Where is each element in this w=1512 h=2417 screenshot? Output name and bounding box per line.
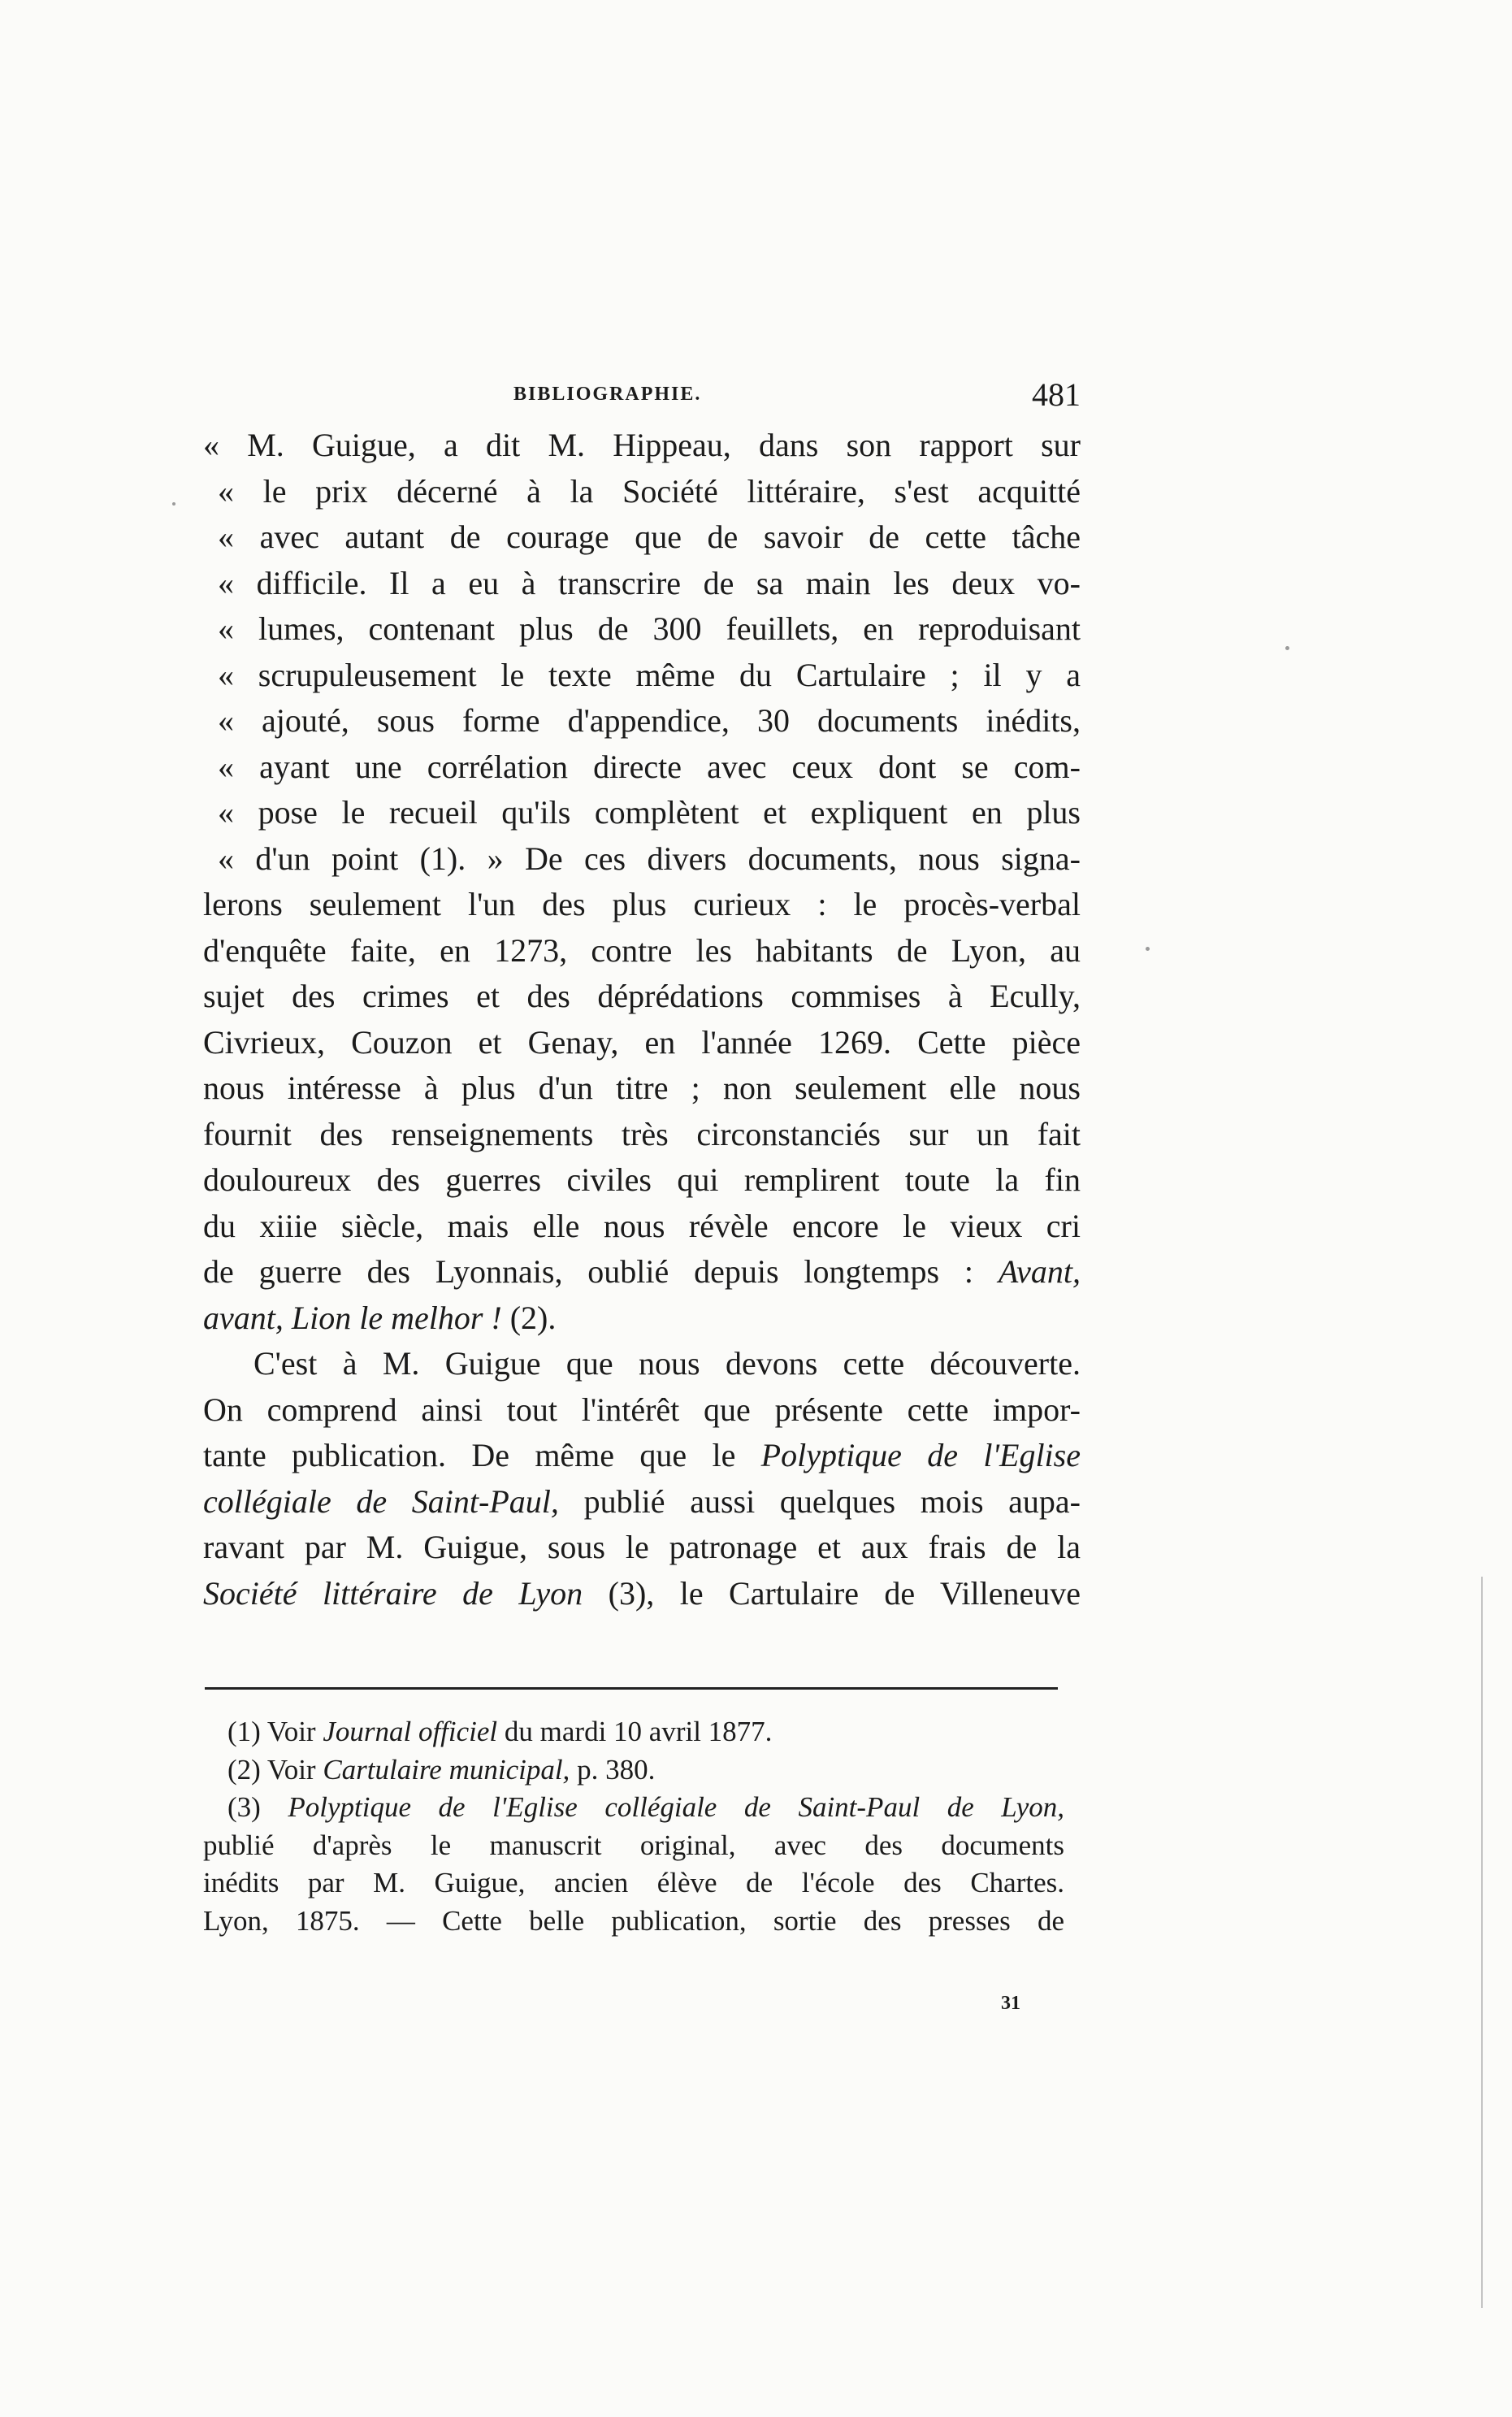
text-line [203, 1433, 1081, 1479]
scan-speck [172, 502, 175, 506]
text-segment: (3), le Cartulaire de Villeneuve [608, 1574, 1081, 1612]
text-line: « le prix décerné à la Société littéraire, s'est acquitté [218, 472, 1081, 510]
text-segment: p. 380. [577, 1753, 656, 1786]
text-line: On comprend ainsi tout l'intérêt que présente cette impor- [203, 1391, 1081, 1428]
text-line: « M. Guigue, a dit M. Hippeau, dans son rapport sur [203, 427, 1081, 463]
footnotes [203, 1713, 1064, 1940]
scan-edge-line [1481, 1577, 1483, 2308]
italic-phrase: Cartulaire municipal, [323, 1753, 570, 1786]
text-segment: du mardi 10 avril 1877. [504, 1716, 773, 1747]
footnote-2 [203, 1751, 1064, 1790]
italic-phrase: Journal officiel [323, 1716, 498, 1747]
text-line: « avec autant de courage que de savoir de cette tâche [218, 519, 1081, 555]
footnote-divider [205, 1687, 1058, 1690]
italic-phrase: Polyptique de l'Eglise collégiale de Saint-Paul de Lyon, [288, 1791, 1064, 1823]
body-text [203, 423, 1081, 1616]
page-number: 481 [1032, 376, 1081, 413]
footnote-marker: (1) Voir [227, 1716, 316, 1747]
text-line: douloureux des guerres civiles qui remplirent toute la fin [203, 1161, 1081, 1198]
signature-mark: 31 [1001, 1993, 1020, 2014]
italic-phrase: collégiale de Saint-Paul, [203, 1482, 559, 1520]
text-line [203, 1571, 1081, 1617]
text-line: « difficile. Il a eu à transcrire de sa main les deux vo- [218, 564, 1081, 601]
italic-phrase: Avant, [998, 1253, 1081, 1290]
page-header [203, 375, 1081, 424]
scan-speck [1285, 646, 1289, 650]
footnote-1 [203, 1713, 1064, 1751]
text-line [203, 1295, 1081, 1342]
text-line: « pose le recueil qu'ils complètent et expliquent en plus [218, 794, 1081, 831]
paragraph-start-line: C'est à M. Guigue que nous devons cette découverte. [253, 1345, 1081, 1382]
italic-phrase: Polyptique de l'Eglise [760, 1437, 1081, 1473]
text-line [203, 1249, 1081, 1295]
text-line: « d'un point (1). » De ces divers documents, nous signa- [218, 840, 1081, 877]
footnote-3 [203, 1789, 1064, 1827]
footnote-line: Lyon, 1875. — Cette belle publication, sortie des presses de [203, 1904, 1064, 1937]
text-line: « lumes, contenant plus de 300 feuillets, en reproduisant [218, 610, 1081, 647]
footnote-line: publié d'après le manuscrit original, avec des documents [203, 1829, 1064, 1861]
text-segment: de guerre des Lyonnais, oublié depuis longtemps : [203, 1253, 974, 1290]
text-line: ravant par M. Guigue, sous le patronage et aux frais de la [203, 1529, 1081, 1565]
text-line: fournit des renseignements très circonstanciés sur un fait [203, 1115, 1081, 1152]
running-title: BIBLIOGRAPHIE. [513, 384, 702, 405]
text-line [203, 1479, 1081, 1525]
text-line: du xiiie siècle, mais elle nous révèle encore le vieux cri [203, 1207, 1081, 1244]
italic-phrase: avant, Lion le melhor ! [203, 1299, 502, 1336]
scan-speck [1146, 947, 1150, 951]
text-line: « scrupuleusement le texte même du Cartulaire ; il y a [218, 656, 1081, 693]
text-segment: (2). [509, 1299, 557, 1336]
text-line: lerons seulement l'un des plus curieux : le procès-verbal [203, 886, 1081, 922]
text-segment: publié aussi quelques mois aupa- [583, 1482, 1081, 1520]
text-line: « ayant une corrélation directe avec ceux dont se com- [218, 748, 1081, 785]
footnote-line: inédits par M. Guigue, ancien élève de l'école des Chartes. [203, 1867, 1064, 1898]
footnote-marker: (3) [227, 1791, 261, 1823]
footnote-marker: (2) Voir [227, 1753, 316, 1786]
text-line: sujet des crimes et des déprédations commises à Ecully, [203, 978, 1081, 1014]
text-line: d'enquête faite, en 1273, contre les habitants de Lyon, au [203, 931, 1081, 969]
text-line: nous intéresse à plus d'un titre ; non seulement elle nous [203, 1070, 1081, 1106]
italic-phrase: Société littéraire de Lyon [203, 1574, 583, 1612]
text-line: Civrieux, Couzon et Genay, en l'année 1269. Cette pièce [203, 1023, 1081, 1061]
text-line: « ajouté, sous forme d'appendice, 30 documents inédits, [218, 702, 1081, 739]
text-segment: tante publication. De même que le [203, 1437, 736, 1473]
